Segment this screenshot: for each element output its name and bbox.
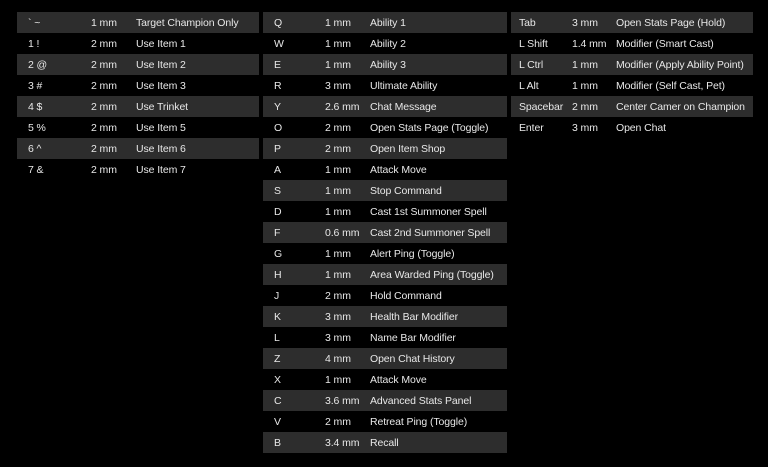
key-size: 1 mm <box>325 205 351 218</box>
key-action: Center Camer on Champion <box>616 100 745 113</box>
keybind-table-1 <box>17 12 259 180</box>
key-action: Stop Command <box>370 184 442 197</box>
key-label: Spacebar <box>519 100 564 113</box>
table-row <box>17 75 259 96</box>
key-label: S <box>274 184 281 197</box>
key-action: Modifier (Self Cast, Pet) <box>616 79 725 92</box>
key-action: Health Bar Modifier <box>370 310 458 323</box>
table-row <box>511 96 753 117</box>
key-size: 2 mm <box>91 37 117 50</box>
table-row <box>17 138 259 159</box>
key-label: R <box>274 79 282 92</box>
key-size: 2 mm <box>91 100 117 113</box>
table-row <box>263 54 507 75</box>
keybind-table-3 <box>511 12 753 138</box>
key-label: Tab <box>519 16 536 29</box>
table-row <box>263 96 507 117</box>
key-action: Target Champion Only <box>136 16 239 29</box>
key-size: 1 mm <box>325 184 351 197</box>
table-row <box>263 348 507 369</box>
key-label: 3 # <box>28 79 43 92</box>
key-label: J <box>274 289 280 302</box>
key-action: Advanced Stats Panel <box>370 394 472 407</box>
key-size: 3 mm <box>325 310 351 323</box>
key-label: ` ~ <box>28 16 41 29</box>
key-label: G <box>274 247 283 260</box>
table-row <box>263 264 507 285</box>
table-row <box>17 117 259 138</box>
key-action: Retreat Ping (Toggle) <box>370 415 468 428</box>
key-action: Ability 3 <box>370 58 406 71</box>
key-label: D <box>274 205 282 218</box>
key-label: Z <box>274 352 281 365</box>
key-action: Open Item Shop <box>370 142 446 155</box>
table-row <box>263 243 507 264</box>
key-label: K <box>274 310 281 323</box>
key-size: 3 mm <box>325 79 351 92</box>
table-row <box>263 117 507 138</box>
key-action: Ultimate Ability <box>370 79 438 92</box>
key-action: Open Chat History <box>370 352 455 365</box>
key-label: A <box>274 163 281 176</box>
key-label: L <box>274 331 280 344</box>
key-label: L Shift <box>519 37 548 50</box>
key-size: 1 mm <box>325 268 351 281</box>
key-label: Q <box>274 16 283 29</box>
key-action: Name Bar Modifier <box>370 331 456 344</box>
table-row <box>263 201 507 222</box>
key-label: 2 @ <box>28 58 48 71</box>
key-action: Modifier (Apply Ability Point) <box>616 58 744 71</box>
key-size: 2 mm <box>91 58 117 71</box>
key-action: Recall <box>370 436 399 449</box>
key-label: 1 ! <box>28 37 40 50</box>
table-row <box>263 159 507 180</box>
table-row <box>511 54 753 75</box>
key-action: Cast 1st Summoner Spell <box>370 205 487 218</box>
key-action: Chat Message <box>370 100 437 113</box>
key-size: 3 mm <box>572 121 598 134</box>
key-label: C <box>274 394 282 407</box>
keybind-table-2 <box>263 12 507 453</box>
key-label: F <box>274 226 281 239</box>
key-size: 1 mm <box>91 16 117 29</box>
key-size: 1 mm <box>325 373 351 386</box>
key-size: 2 mm <box>572 100 598 113</box>
key-label: Y <box>274 100 281 113</box>
table-row <box>17 159 259 180</box>
key-size: 3.4 mm <box>325 436 360 449</box>
key-size: 3.6 mm <box>325 394 360 407</box>
key-action: Ability 2 <box>370 37 406 50</box>
table-row <box>17 12 259 33</box>
key-size: 3 mm <box>572 16 598 29</box>
key-label: W <box>274 37 284 50</box>
key-size: 2 mm <box>91 121 117 134</box>
table-row <box>511 12 753 33</box>
table-row <box>263 306 507 327</box>
table-row <box>17 33 259 54</box>
key-action: Modifier (Smart Cast) <box>616 37 714 50</box>
key-size: 1 mm <box>572 58 598 71</box>
key-label: X <box>274 373 281 386</box>
key-label: Enter <box>519 121 544 134</box>
key-action: Open Stats Page (Toggle) <box>370 121 489 134</box>
key-size: 3 mm <box>325 331 351 344</box>
key-size: 2 mm <box>91 79 117 92</box>
key-label: P <box>274 142 281 155</box>
table-row <box>263 369 507 390</box>
key-action: Hold Command <box>370 289 442 302</box>
key-size: 2 mm <box>325 289 351 302</box>
table-row <box>17 96 259 117</box>
key-size: 2 mm <box>325 121 351 134</box>
table-row <box>511 75 753 96</box>
key-label: O <box>274 121 283 134</box>
key-label: 7 & <box>28 163 44 176</box>
key-size: 2 mm <box>91 163 117 176</box>
key-action: Use Item 7 <box>136 163 186 176</box>
key-size: 4 mm <box>325 352 351 365</box>
table-row <box>263 285 507 306</box>
key-size: 2 mm <box>91 142 117 155</box>
key-size: 1 mm <box>325 58 351 71</box>
table-row <box>263 12 507 33</box>
table-row <box>511 33 753 54</box>
key-label: V <box>274 415 281 428</box>
key-size: 2.6 mm <box>325 100 360 113</box>
table-row <box>263 432 507 453</box>
table-row <box>17 54 259 75</box>
table-row <box>263 222 507 243</box>
key-action: Use Item 6 <box>136 142 186 155</box>
key-action: Use Item 5 <box>136 121 186 134</box>
key-action: Open Stats Page (Hold) <box>616 16 726 29</box>
key-action: Open Chat <box>616 121 666 134</box>
key-label: L Alt <box>519 79 539 92</box>
key-size: 1.4 mm <box>572 37 607 50</box>
key-action: Ability 1 <box>370 16 406 29</box>
key-action: Cast 2nd Summoner Spell <box>370 226 491 239</box>
key-action: Use Item 2 <box>136 58 186 71</box>
table-row <box>263 180 507 201</box>
table-row <box>263 138 507 159</box>
key-label: E <box>274 58 281 71</box>
table-row <box>263 390 507 411</box>
key-label: 5 % <box>28 121 46 134</box>
key-action: Use Item 3 <box>136 79 186 92</box>
table-row <box>263 327 507 348</box>
key-size: 1 mm <box>325 16 351 29</box>
key-size: 1 mm <box>325 37 351 50</box>
table-row <box>263 75 507 96</box>
table-row <box>263 33 507 54</box>
key-action: Use Item 1 <box>136 37 186 50</box>
key-size: 2 mm <box>325 415 351 428</box>
key-action: Use Trinket <box>136 100 188 113</box>
table-row <box>263 411 507 432</box>
key-action: Attack Move <box>370 163 427 176</box>
key-size: 1 mm <box>325 163 351 176</box>
key-label: 4 $ <box>28 100 43 113</box>
key-label: H <box>274 268 282 281</box>
key-size: 1 mm <box>572 79 598 92</box>
key-size: 1 mm <box>325 247 351 260</box>
table-row <box>511 117 753 138</box>
key-label: B <box>274 436 281 449</box>
key-action: Alert Ping (Toggle) <box>370 247 455 260</box>
key-label: L Ctrl <box>519 58 544 71</box>
key-label: 6 ^ <box>28 142 42 155</box>
key-size: 0.6 mm <box>325 226 360 239</box>
key-action: Area Warded Ping (Toggle) <box>370 268 494 281</box>
key-size: 2 mm <box>325 142 351 155</box>
key-action: Attack Move <box>370 373 427 386</box>
